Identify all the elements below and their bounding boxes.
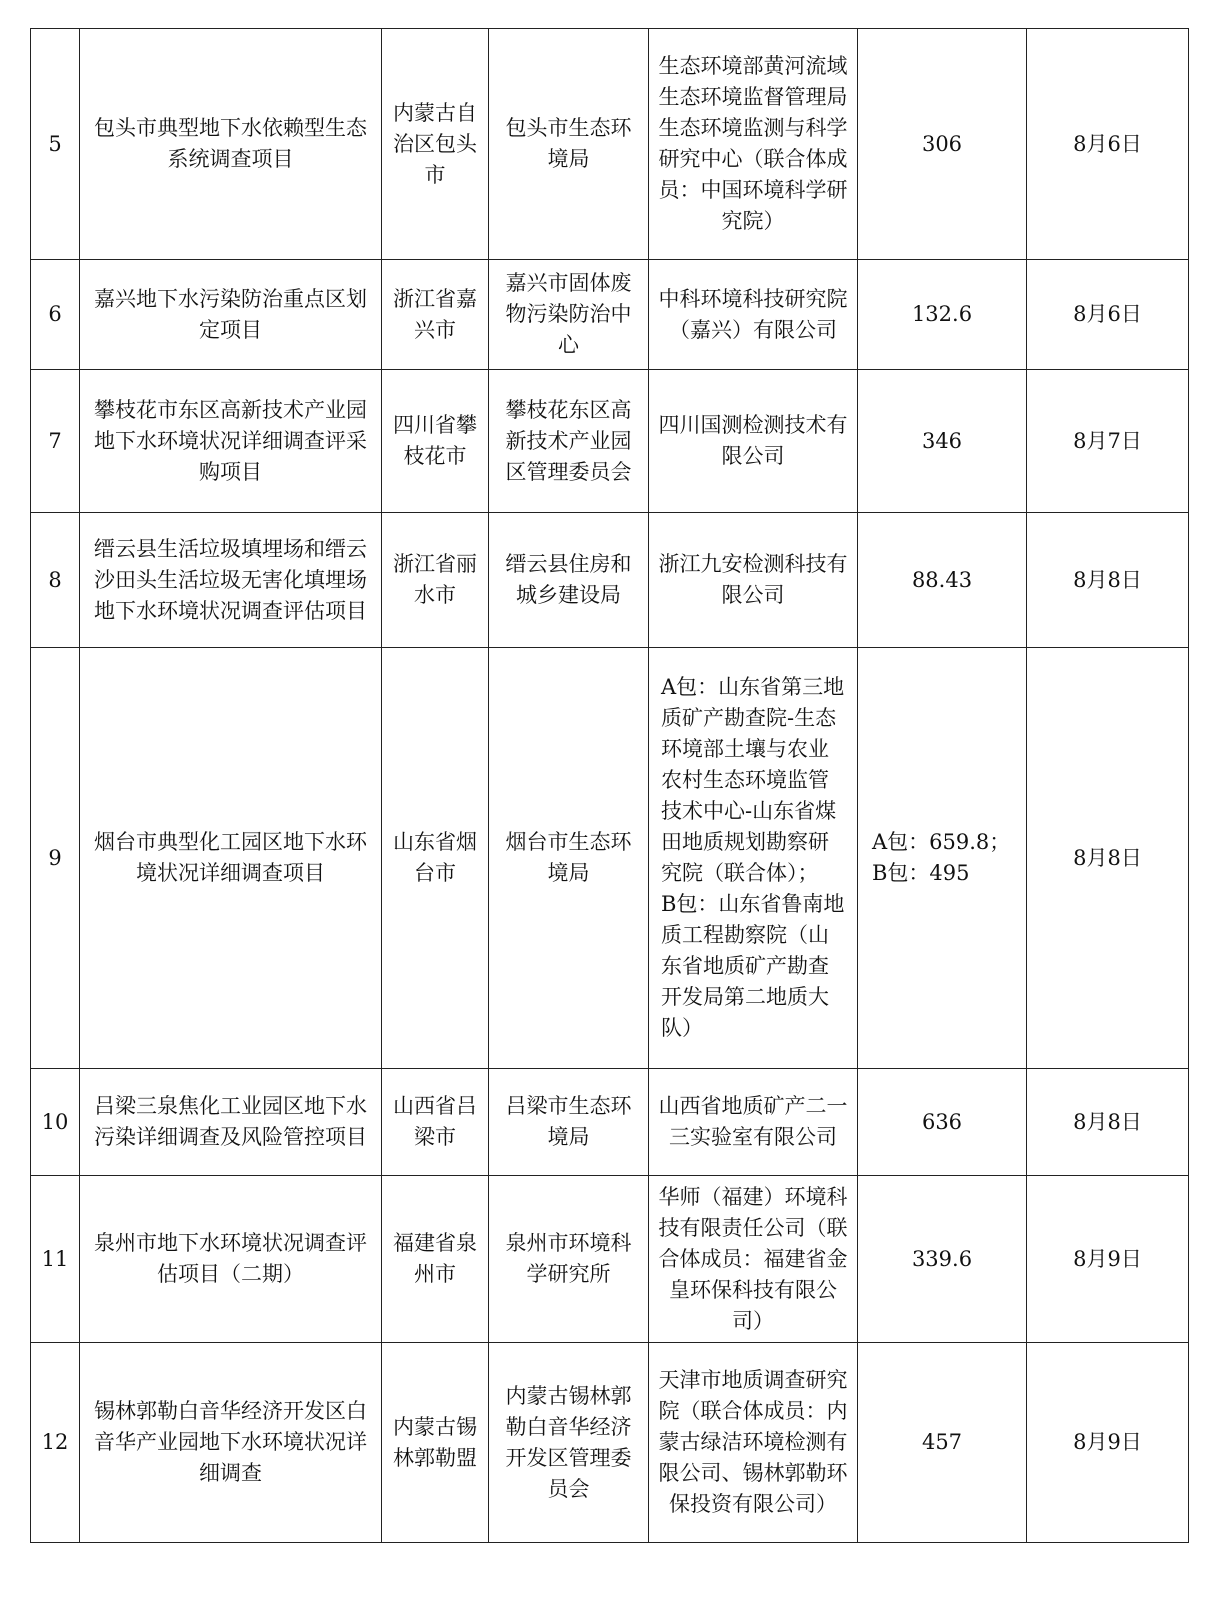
- bid-amount: 88.43: [858, 513, 1027, 648]
- winner-package-a: A包：山东省第三地质矿产勘查院-生态环境部土壤与农业农村生态环境监管技术中心-山东省煤田地质规划勘察研究院（联合体）；: [661, 675, 845, 885]
- bid-amount: 306: [858, 29, 1027, 260]
- announcement-date: 8月9日: [1027, 1176, 1189, 1343]
- purchaser: 内蒙古锡林郭勒白音华经济开发区管理委员会: [489, 1343, 649, 1543]
- table-row: [31, 1343, 1189, 1543]
- amount-package-a: A包：659.8；: [872, 830, 1011, 854]
- project-name: 烟台市典型化工园区地下水环境状况详细调查项目: [80, 648, 382, 1069]
- purchaser: 嘉兴市固体废物污染防治中心: [489, 260, 649, 370]
- location: 山西省吕梁市: [382, 1069, 489, 1176]
- announcement-date: 8月8日: [1027, 513, 1189, 648]
- location: 内蒙古自治区包头市: [382, 29, 489, 260]
- project-name: 吕梁三泉焦化工业园区地下水污染详细调查及风险管控项目: [80, 1069, 382, 1176]
- location: 山东省烟台市: [382, 648, 489, 1069]
- procurement-results-table: [30, 28, 1189, 1543]
- location: 四川省攀枝花市: [382, 370, 489, 513]
- project-name: 嘉兴地下水污染防治重点区划定项目: [80, 260, 382, 370]
- purchaser: 攀枝花东区高新技术产业园区管理委员会: [489, 370, 649, 513]
- row-number: 6: [31, 260, 80, 370]
- row-number: 5: [31, 29, 80, 260]
- bid-amount: 346: [858, 370, 1027, 513]
- winning-bidder: 生态环境部黄河流域生态环境监督管理局生态环境监测与科学研究中心（联合体成员：中国环境科学研究院）: [649, 29, 858, 260]
- purchaser: 吕梁市生态环境局: [489, 1069, 649, 1176]
- row-number: 9: [31, 648, 80, 1069]
- purchaser: 泉州市环境科学研究所: [489, 1176, 649, 1343]
- location: 福建省泉州市: [382, 1176, 489, 1343]
- winning-bidder: [649, 648, 858, 1069]
- procurement-results-page: [30, 28, 1188, 1543]
- row-number: 12: [31, 1343, 80, 1543]
- purchaser: 包头市生态环境局: [489, 29, 649, 260]
- bid-amount: 339.6: [858, 1176, 1027, 1343]
- announcement-date: 8月6日: [1027, 29, 1189, 260]
- announcement-date: 8月7日: [1027, 370, 1189, 513]
- winning-bidder: 华师（福建）环境科技有限责任公司（联合体成员：福建省金皇环保科技有限公司）: [649, 1176, 858, 1343]
- bid-amount: 132.6: [858, 260, 1027, 370]
- winner-package-b: B包：山东省鲁南地质工程勘察院（山东省地质矿产勘查开发局第二地质大队）: [661, 892, 845, 1040]
- purchaser: 烟台市生态环境局: [489, 648, 649, 1069]
- location: 浙江省丽水市: [382, 513, 489, 648]
- location: 内蒙古锡林郭勒盟: [382, 1343, 489, 1543]
- table-row: [31, 370, 1189, 513]
- table-row: [31, 648, 1189, 1069]
- table-row: [31, 260, 1189, 370]
- bid-amount: [858, 648, 1027, 1069]
- amount-package-b: B包：495: [872, 861, 970, 885]
- row-number: 7: [31, 370, 80, 513]
- row-number: 10: [31, 1069, 80, 1176]
- announcement-date: 8月8日: [1027, 648, 1189, 1069]
- winning-bidder: 天津市地质调查研究院（联合体成员：内蒙古绿洁环境检测有限公司、锡林郭勒环保投资有限公司）: [649, 1343, 858, 1543]
- project-name: 锡林郭勒白音华经济开发区白音华产业园地下水环境状况详细调查: [80, 1343, 382, 1543]
- table-row: [31, 513, 1189, 648]
- row-number: 11: [31, 1176, 80, 1343]
- project-name: 泉州市地下水环境状况调查评估项目（二期）: [80, 1176, 382, 1343]
- winning-bidder: 山西省地质矿产二一三实验室有限公司: [649, 1069, 858, 1176]
- winning-bidder: 浙江九安检测科技有限公司: [649, 513, 858, 648]
- project-name: 包头市典型地下水依赖型生态系统调查项目: [80, 29, 382, 260]
- purchaser: 缙云县住房和城乡建设局: [489, 513, 649, 648]
- bid-amount: 457: [858, 1343, 1027, 1543]
- row-number: 8: [31, 513, 80, 648]
- table-row: [31, 29, 1189, 260]
- announcement-date: 8月8日: [1027, 1069, 1189, 1176]
- announcement-date: 8月9日: [1027, 1343, 1189, 1543]
- winning-bidder: 中科环境科技研究院（嘉兴）有限公司: [649, 260, 858, 370]
- announcement-date: 8月6日: [1027, 260, 1189, 370]
- bid-amount: 636: [858, 1069, 1027, 1176]
- project-name: 攀枝花市东区高新技术产业园地下水环境状况详细调查评采购项目: [80, 370, 382, 513]
- location: 浙江省嘉兴市: [382, 260, 489, 370]
- project-name: 缙云县生活垃圾填埋场和缙云沙田头生活垃圾无害化填埋场地下水环境状况调查评估项目: [80, 513, 382, 648]
- winning-bidder: 四川国测检测技术有限公司: [649, 370, 858, 513]
- table-row: [31, 1069, 1189, 1176]
- table-row: [31, 1176, 1189, 1343]
